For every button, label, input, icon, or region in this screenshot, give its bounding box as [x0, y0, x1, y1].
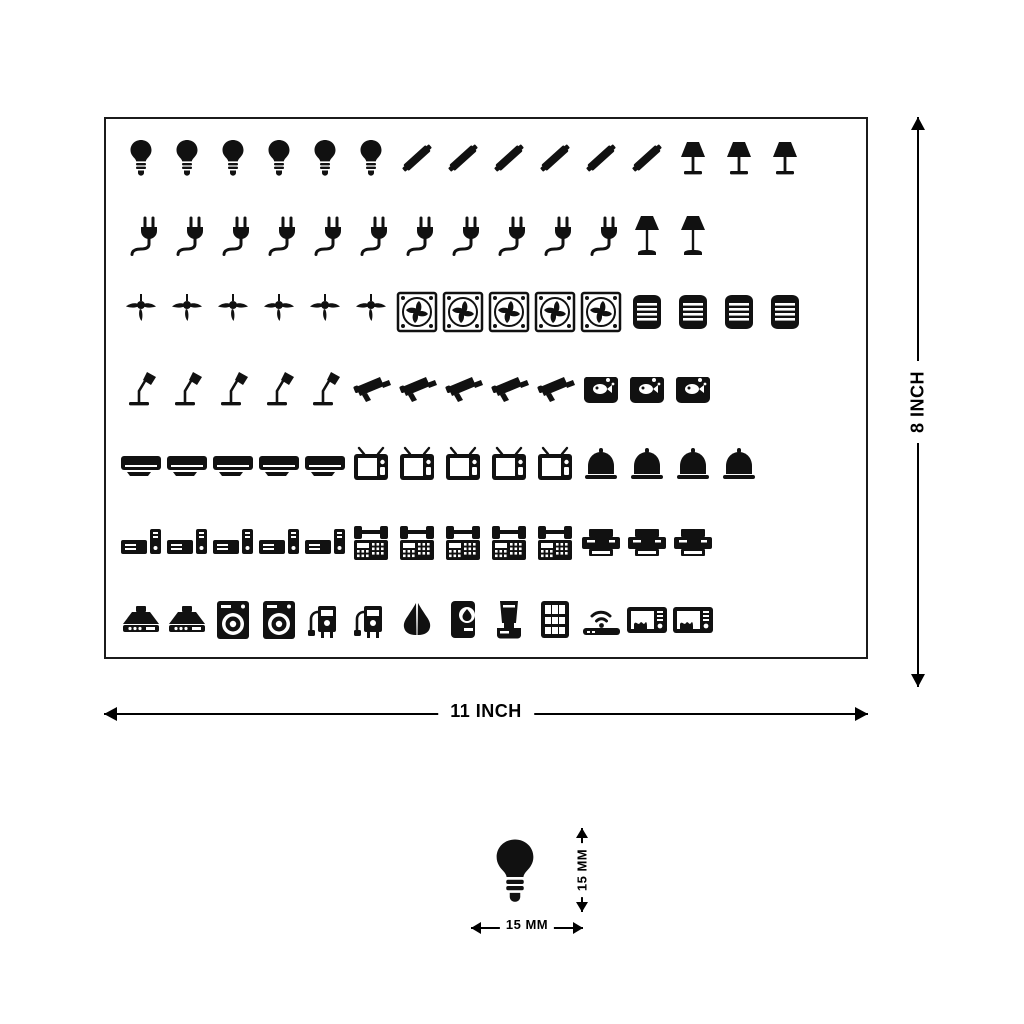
telephone-icon: [532, 513, 578, 573]
bulb-icon: [118, 128, 164, 188]
tubelight-icon: [440, 128, 486, 188]
sticker-row-2: [106, 196, 866, 273]
bulb-icon: [164, 128, 210, 188]
study-lamp-icon: [164, 359, 210, 419]
printer-icon: [624, 513, 670, 573]
tubelight-icon: [578, 128, 624, 188]
gas-geyser-icon: [302, 590, 348, 650]
sample-height-arrow-bottom-icon: [576, 902, 588, 912]
study-lamp-icon: [210, 359, 256, 419]
cctv-camera-icon: [532, 359, 578, 419]
table-lamp-icon: [670, 128, 716, 188]
floor-lamp-icon: [624, 205, 670, 265]
bulb-icon: [348, 128, 394, 188]
computer-icon: [210, 513, 256, 573]
telephone-icon: [486, 513, 532, 573]
exhaust-fan-icon: [440, 282, 486, 342]
tubelight-icon: [486, 128, 532, 188]
bulb-icon: [256, 128, 302, 188]
wifi-router-icon: [578, 590, 624, 650]
study-lamp-icon: [302, 359, 348, 419]
air-conditioner-icon: [256, 436, 302, 496]
printer-icon: [670, 513, 716, 573]
gas-geyser-icon: [348, 590, 394, 650]
plug-socket-icon: [348, 205, 394, 265]
height-dimension: [898, 117, 938, 687]
ceiling-fan-icon: [118, 282, 164, 342]
geyser-icon: [624, 282, 670, 342]
bulb-icon: [302, 128, 348, 188]
plug-socket-icon: [532, 205, 578, 265]
television-icon: [394, 436, 440, 496]
width-dimension: [104, 697, 868, 733]
sticker-row-3: [106, 273, 866, 350]
exhaust-fan-icon: [394, 282, 440, 342]
plug-socket-icon: [394, 205, 440, 265]
fish-bowl-icon: [578, 359, 624, 419]
computer-icon: [256, 513, 302, 573]
tubelight-icon: [532, 128, 578, 188]
air-conditioner-icon: [164, 436, 210, 496]
table-lamp-icon: [762, 128, 808, 188]
computer-icon: [118, 513, 164, 573]
water-purifier-icon: [532, 590, 578, 650]
chimney-icon: [118, 590, 164, 650]
ceiling-fan-icon: [256, 282, 302, 342]
cctv-camera-icon: [440, 359, 486, 419]
washing-machine-icon: [210, 590, 256, 650]
calling-bell-icon: [624, 436, 670, 496]
cctv-camera-icon: [348, 359, 394, 419]
ceiling-fan-icon: [210, 282, 256, 342]
calling-bell-icon: [670, 436, 716, 496]
geyser-icon: [670, 282, 716, 342]
telephone-icon: [348, 513, 394, 573]
microwave-oven-icon: [670, 590, 716, 650]
mixer-grinder-icon: [486, 590, 532, 650]
sample-height-arrow-top-icon: [576, 828, 588, 838]
microwave-oven-icon: [624, 590, 670, 650]
floor-lamp-icon: [670, 205, 716, 265]
printer-icon: [578, 513, 624, 573]
computer-icon: [302, 513, 348, 573]
cctv-camera-icon: [394, 359, 440, 419]
exhaust-fan-icon: [486, 282, 532, 342]
exhaust-fan-icon: [578, 282, 624, 342]
geyser-icon: [716, 282, 762, 342]
plug-socket-icon: [486, 205, 532, 265]
sticker-row-6: [106, 504, 866, 581]
television-icon: [486, 436, 532, 496]
air-conditioner-icon: [118, 436, 164, 496]
table-lamp-icon: [716, 128, 762, 188]
bulb-icon: [487, 832, 543, 910]
television-icon: [348, 436, 394, 496]
sticker-row-7: [106, 581, 866, 658]
scale-sample: [465, 820, 625, 960]
air-conditioner-icon: [302, 436, 348, 496]
plug-socket-icon: [440, 205, 486, 265]
plug-socket-icon: [164, 205, 210, 265]
study-lamp-icon: [256, 359, 302, 419]
sticker-row-4: [106, 350, 866, 427]
tubelight-icon: [394, 128, 440, 188]
sample-height-label: 15 MM: [572, 843, 593, 897]
fish-bowl-icon: [670, 359, 716, 419]
cctv-camera-icon: [486, 359, 532, 419]
fish-bowl-icon: [624, 359, 670, 419]
computer-icon: [164, 513, 210, 573]
television-icon: [440, 436, 486, 496]
sticker-row-1: [106, 119, 866, 196]
sample-width-dimension: [471, 916, 583, 942]
telephone-icon: [394, 513, 440, 573]
width-label: 11 INCH: [438, 701, 534, 722]
height-arrow-top-icon: [911, 117, 925, 130]
plug-socket-icon: [256, 205, 302, 265]
plug-socket-icon: [210, 205, 256, 265]
calling-bell-icon: [578, 436, 624, 496]
plug-socket-icon: [578, 205, 624, 265]
ceiling-fan-icon: [302, 282, 348, 342]
sample-width-arrow-right-icon: [573, 922, 583, 934]
sample-height-dimension: [565, 828, 599, 912]
width-arrow-left-icon: [104, 707, 117, 721]
chimney-icon: [164, 590, 210, 650]
tubelight-icon: [624, 128, 670, 188]
exhaust-fan-icon: [532, 282, 578, 342]
height-label: 8 INCH: [904, 361, 933, 443]
height-arrow-bottom-icon: [911, 674, 925, 687]
telephone-icon: [440, 513, 486, 573]
water-dispenser-icon: [440, 590, 486, 650]
calling-bell-icon: [716, 436, 762, 496]
study-lamp-icon: [118, 359, 164, 419]
width-arrow-right-icon: [855, 707, 868, 721]
washing-machine-icon: [256, 590, 302, 650]
sample-width-arrow-left-icon: [471, 922, 481, 934]
air-conditioner-icon: [210, 436, 256, 496]
sticker-row-5: [106, 427, 866, 504]
ceiling-fan-icon: [164, 282, 210, 342]
sticker-sheet: [104, 117, 868, 659]
television-icon: [532, 436, 578, 496]
ceiling-fan-icon: [348, 282, 394, 342]
plug-socket-icon: [302, 205, 348, 265]
sample-width-label: 15 MM: [500, 917, 554, 932]
bulb-icon: [210, 128, 256, 188]
plug-socket-icon: [118, 205, 164, 265]
geyser-icon: [762, 282, 808, 342]
pooja-hands-icon: [394, 590, 440, 650]
